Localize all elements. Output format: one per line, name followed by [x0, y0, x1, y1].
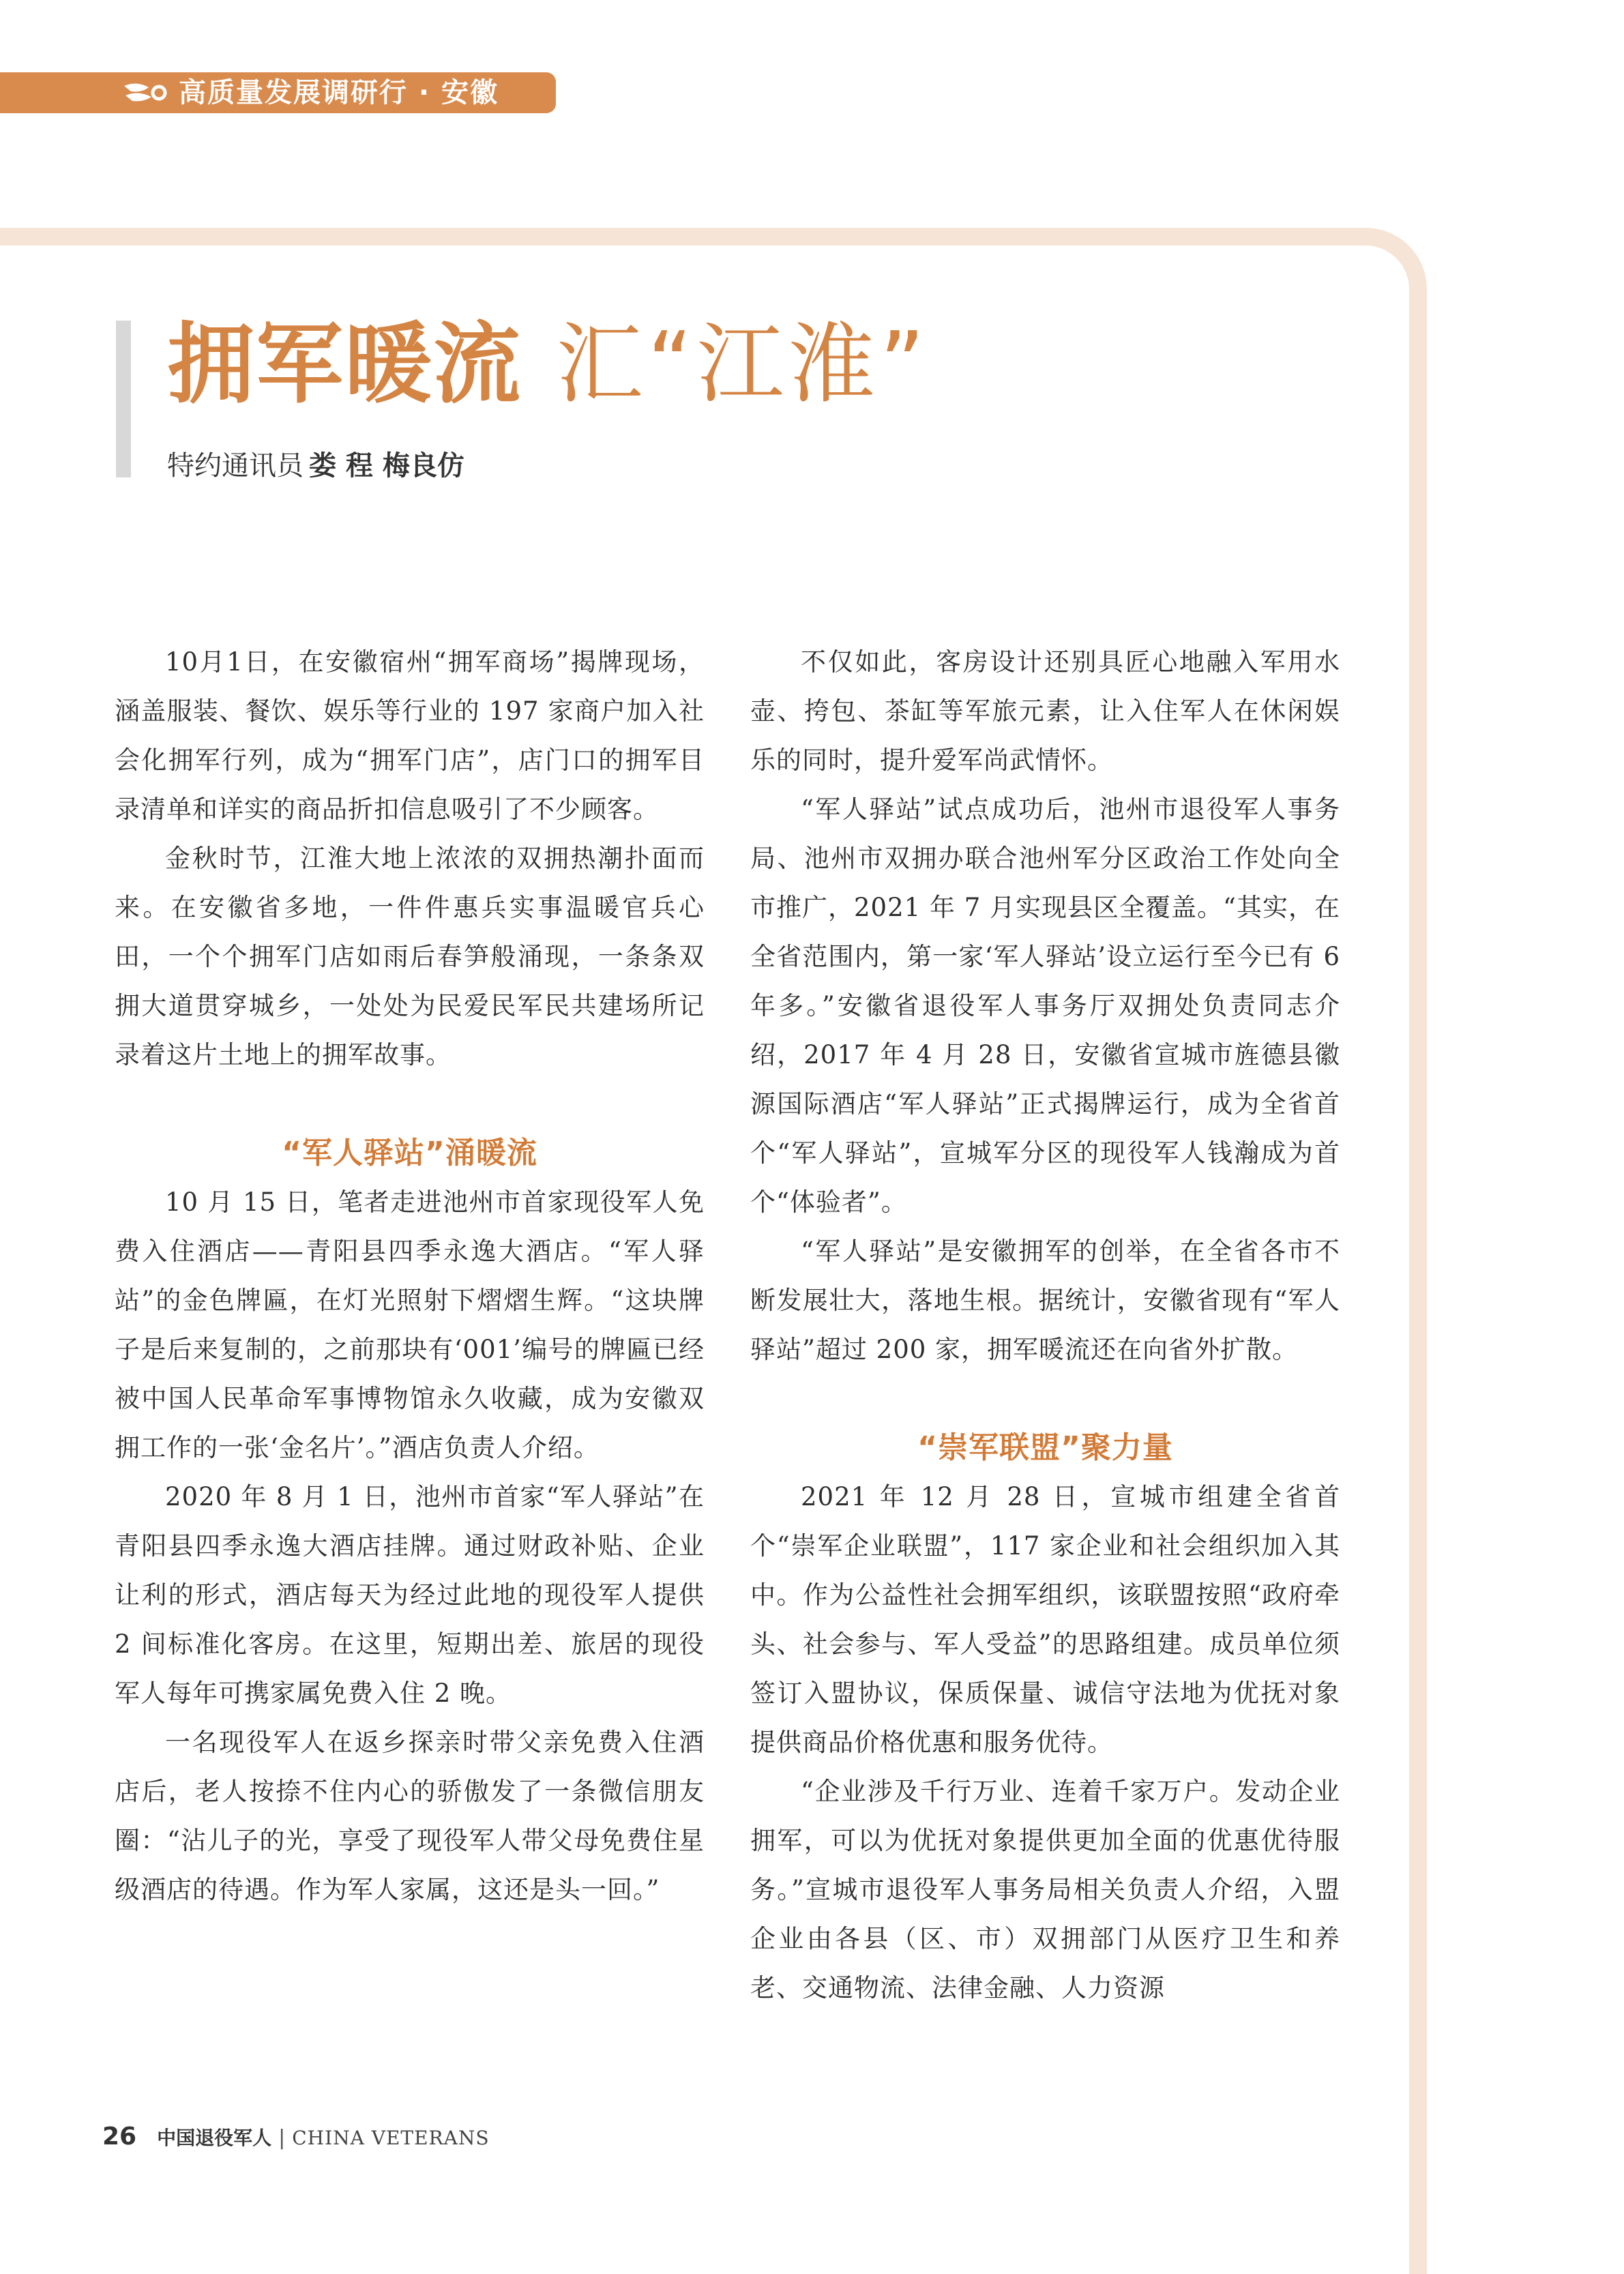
paragraph: 2021 年 12 月 28 日，宣城市组建全省首个“崇军企业联盟”，117 家企业和社会组织加入其中。作为公益性社会拥军组织，该联盟按照“政府牵头、社会参与、军人受益”的思路组建。成员单位须签订入盟协议，保质保量、诚信守法地为优抚对象提供商品价格优惠和服务优待。 — [750, 1482, 1340, 1757]
paragraph: “军人驿站”试点成功后，池州市退役军人事务局、池州市双拥办联合池州军分区政治工作处向全市推广，2021 年 7 月实现县区全覆盖。“其实，在全省范围内，第一家‘军人驿站’设立运行至今已有 6 年多。”安徽省退役军人事务厅双拥处负责同志介绍，2017 年 4 月 28 日，安徽省宣城市旌德县徽源国际酒店“军人驿站”正式揭牌运行，成为全省首个“军人驿站”，宣城军分区的现役军人钱瀚成为首个“体验者”。 — [750, 795, 1340, 1217]
byline — [167, 447, 464, 485]
paragraph: 一名现役军人在返乡探亲时带父亲免费入住酒店后，老人按捺不住内心的骄傲发了一条微信朋友圈：“沾儿子的光，享受了现役军人带父母免费住星级酒店的待遇。作为军人家属，这还是头一回。” — [115, 1728, 705, 1904]
paragraph: 不仅如此，客房设计还别具匠心地融入军用水壶、挎包、茶缸等军旅元素，让入住军人在休闲娱乐的同时，提升爱军尚武情怀。 — [750, 647, 1340, 775]
right-column — [750, 638, 1340, 2013]
section-label: 高质量发展调研行 · 安徽 — [179, 77, 499, 108]
byline-role: 特约通讯员 — [167, 450, 304, 482]
magazine-name-en: CHINA VETERANS — [292, 2127, 490, 2149]
title-accent-bar — [116, 321, 131, 477]
page-footer — [102, 2123, 490, 2152]
section-heading: “军人驿站”涌暖流 — [282, 1136, 537, 1170]
title-secondary: 汇“江淮” — [556, 314, 929, 415]
footer-separator: | — [278, 2126, 286, 2150]
left-column — [115, 638, 705, 1915]
section-gap — [115, 1080, 705, 1129]
paragraph: 10月1日，在安徽宿州“拥军商场”揭牌现场，涵盖服装、餐饮、娱乐等行业的 197 家商户加入社会化拥军行列，成为“拥军门店”，店门口的拥军目录清单和详实的商品折扣信息吸引了不少顾客。 — [115, 647, 705, 824]
article-title — [167, 310, 929, 445]
paragraph: “企业涉及千行万业、连着千家万户。发动企业拥军，可以为优抚对象提供更加全面的优惠优待服务。”宣城市退役军人事务局相关负责人介绍，入盟企业由各县（区、市）双拥部门从医疗卫生和养老、交通物流、法律金融、人力资源 — [750, 1777, 1340, 2003]
paragraph: 10 月 15 日，笔者走进池州市首家现役军人免费入住酒店——青阳县四季永逸大酒店。“军人驿站”的金色牌匾，在灯光照射下熠熠生辉。“这块牌子是后来复制的，之前那块有‘001’编号的牌匾已经被中国人民革命军事博物馆永久收藏，成为安徽双拥工作的一张‘金名片’。”酒店负责人介绍。 — [115, 1187, 705, 1462]
page-number: 26 — [102, 2123, 137, 2151]
paragraph: 金秋时节，江淮大地上浓浓的双拥热潮扑面而来。在安徽省多地，一件件惠兵实事温暖官兵心田，一个个拥军门店如雨后春笋般涌现，一条条双拥大道贯穿城乡，一处处为民爱民军民共建场所记录着这片土地上的拥军故事。 — [115, 844, 705, 1069]
paragraph: 2020 年 8 月 1 日，池州市首家“军人驿站”在青阳县四季永逸大酒店挂牌。通过财政补贴、企业让利的形式，酒店每天为经过此地的现役军人提供 2 间标准化客房。在这里，短期出差、旅居的现役军人每年可携家属免费入住 2 晚。 — [115, 1482, 705, 1708]
section-header — [0, 72, 556, 113]
magazine-name-cn: 中国退役军人 — [157, 2127, 272, 2149]
flag-logo-icon — [121, 79, 169, 106]
section-gap — [750, 1374, 1340, 1423]
title-main: 拥军暖流 — [167, 314, 522, 415]
section-heading: “崇军联盟”聚力量 — [917, 1430, 1173, 1465]
byline-authors: 娄 程 梅良仿 — [309, 450, 464, 482]
paragraph: “军人驿站”是安徽拥军的创举，在全省各市不断发展壮大，落地生根。据统计，安徽省现有“军人驿站”超过 200 家，拥军暖流还在向省外扩散。 — [750, 1237, 1340, 1364]
